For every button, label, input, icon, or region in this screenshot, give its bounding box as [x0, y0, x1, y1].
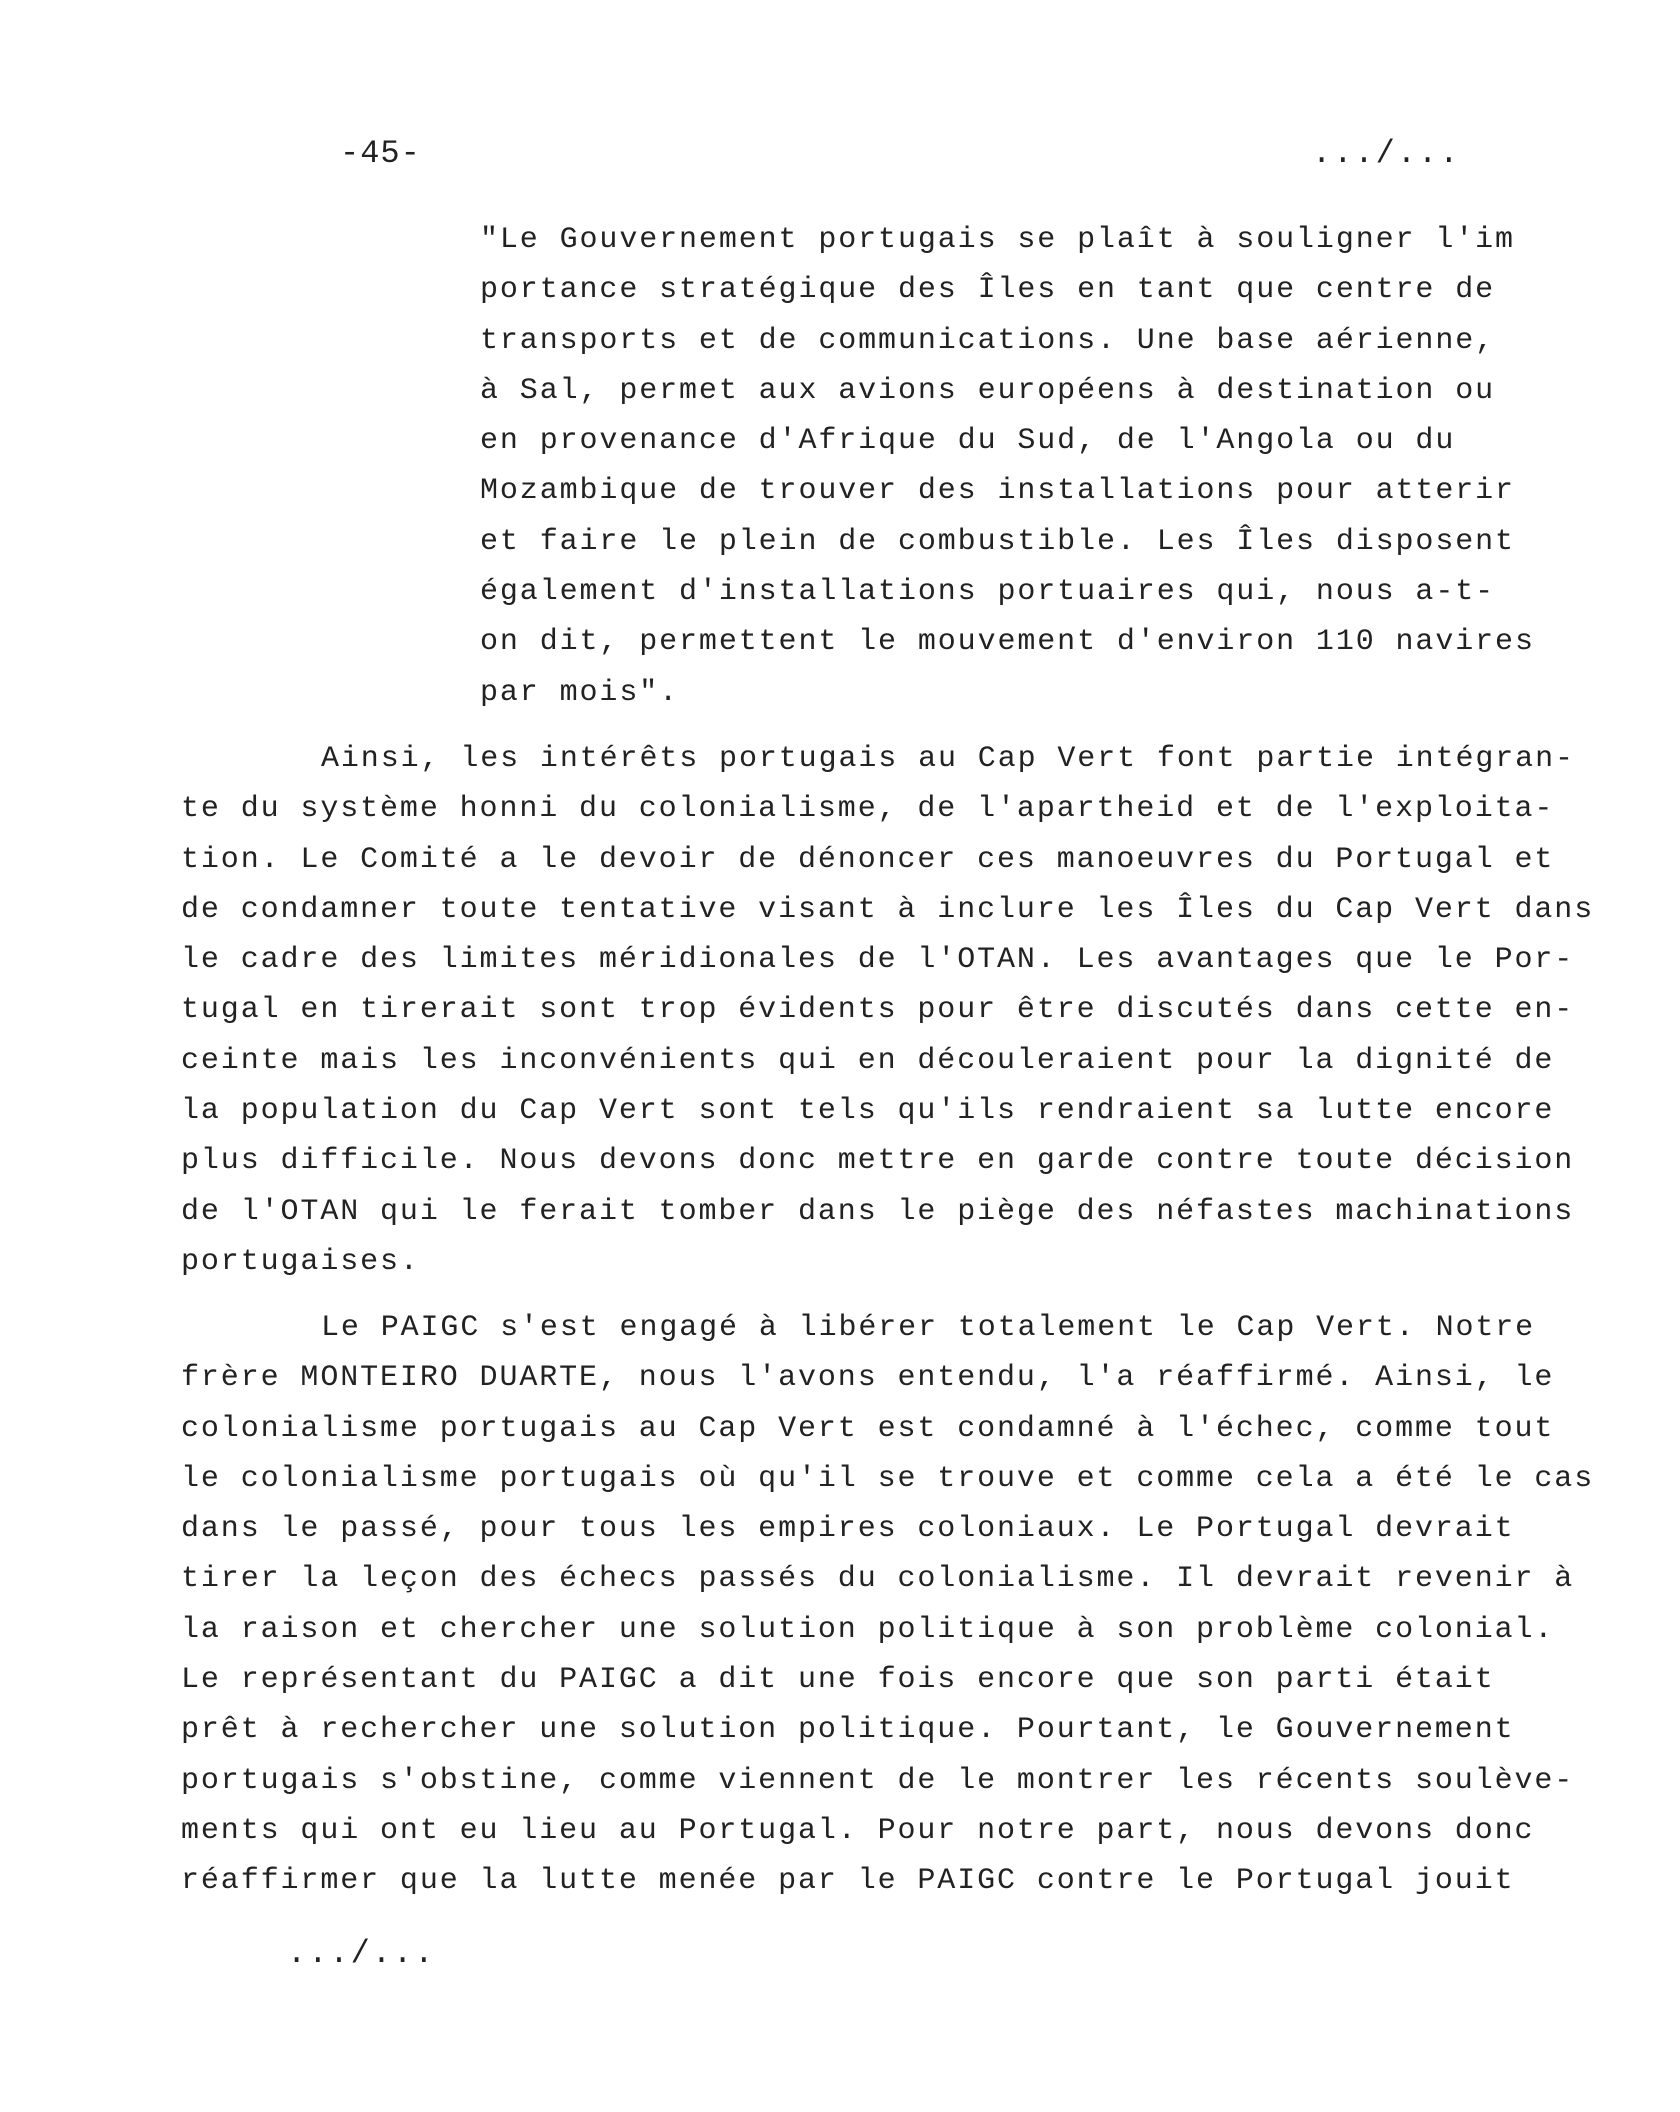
paragraph-line: de condamner toute tentative visant à inclure les Îles du Cap Vert dans [181, 892, 1595, 927]
quote-line: à Sal, permet aux avions européens à destination ou [480, 373, 1496, 408]
quote-line: "Le Gouvernement portugais se plaît à souligner l'im [480, 223, 1515, 257]
paragraph-line: ceinte mais les inconvénients qui en découleraient pour la dignité de [181, 1043, 1555, 1078]
paragraph-line: prêt à rechercher une solution politique. Pourtant, le Gouvernement [181, 1713, 1515, 1748]
page-number: -45- [340, 135, 421, 172]
paragraph-line: portugaises. [181, 1244, 420, 1279]
quote-line: transports et de communications. Une base aérienne, [480, 323, 1496, 358]
paragraph-line: tirer la leçon des échecs passés du colonialisme. Il devrait revenir à [181, 1562, 1575, 1597]
quote-line: également d'installations portuaires qui, nous a-t- [480, 575, 1496, 610]
continuation-marker-top: .../... [1312, 135, 1461, 172]
paragraph-line: Le représentant du PAIGC a dit une fois encore que son parti était [181, 1663, 1495, 1698]
paragraph-line: de l'OTAN qui le ferait tomber dans le piège des néfastes machinations [181, 1194, 1575, 1229]
quote-line: et faire le plein de combustible. Les Îles disposent [480, 524, 1515, 559]
paragraph-line: le cadre des limites méridionales de l'OTAN. Les avantages que le Por- [181, 943, 1575, 978]
paragraph-paigc-liberation [181, 1303, 1661, 1907]
paragraph-line: portugais s'obstine, comme viennent de le montrer les récents soulève- [181, 1763, 1575, 1798]
paragraph-line: Ainsi, les intérêts portugais au Cap Vert font partie intégran- [321, 742, 1575, 776]
paragraph-line: ments qui ont eu lieu au Portugal. Pour notre part, nous devons donc [181, 1813, 1535, 1848]
paragraph-line: te du système honni du colonialisme, de l'apartheid et de l'exploita- [181, 792, 1555, 827]
paragraph-cap-vert-interests [181, 734, 1661, 1287]
paragraph-line: le colonialisme portugais où qu'il se trouve et comme cela a été le cas [181, 1461, 1595, 1496]
quote-line: portance stratégique des Îles en tant que centre de [480, 273, 1496, 308]
paragraph-line: la population du Cap Vert sont tels qu'ils rendraient sa lutte encore [181, 1094, 1555, 1129]
paragraph-line: frère MONTEIRO DUARTE, nous l'avons entendu, l'a réaffirmé. Ainsi, le [181, 1361, 1555, 1396]
paragraph-line: plus difficile. Nous devons donc mettre en garde contre toute décision [181, 1144, 1575, 1179]
paragraph-line: colonialisme portugais au Cap Vert est condamné à l'échec, comme tout [181, 1411, 1555, 1446]
paragraph-line: Le PAIGC s'est engagé à libérer totalement le Cap Vert. Notre [321, 1311, 1536, 1345]
quote-line: par mois". [480, 675, 680, 710]
paragraph-line: dans le passé, pour tous les empires coloniaux. Le Portugal devrait [181, 1512, 1515, 1547]
paragraph-line: la raison et chercher une solution politique à son problème colonial. [181, 1612, 1555, 1647]
quote-line: Mozambique de trouver des installations pour atterir [480, 474, 1515, 509]
quoted-passage [480, 215, 1660, 718]
paragraph-line: tion. Le Comité a le devoir de dénoncer ces manoeuvres du Portugal et [181, 842, 1555, 877]
quote-line: on dit, permettent le mouvement d'environ 110 navires [480, 625, 1535, 660]
continuation-marker-bottom: .../... [287, 1935, 436, 1972]
quote-line: en provenance d'Afrique du Sud, de l'Angola ou du [480, 424, 1456, 459]
paragraph-line: réaffirmer que la lutte menée par le PAIGC contre le Portugal jouit [181, 1864, 1515, 1899]
paragraph-line: tugal en tirerait sont trop évidents pour être discutés dans cette en- [181, 993, 1575, 1028]
